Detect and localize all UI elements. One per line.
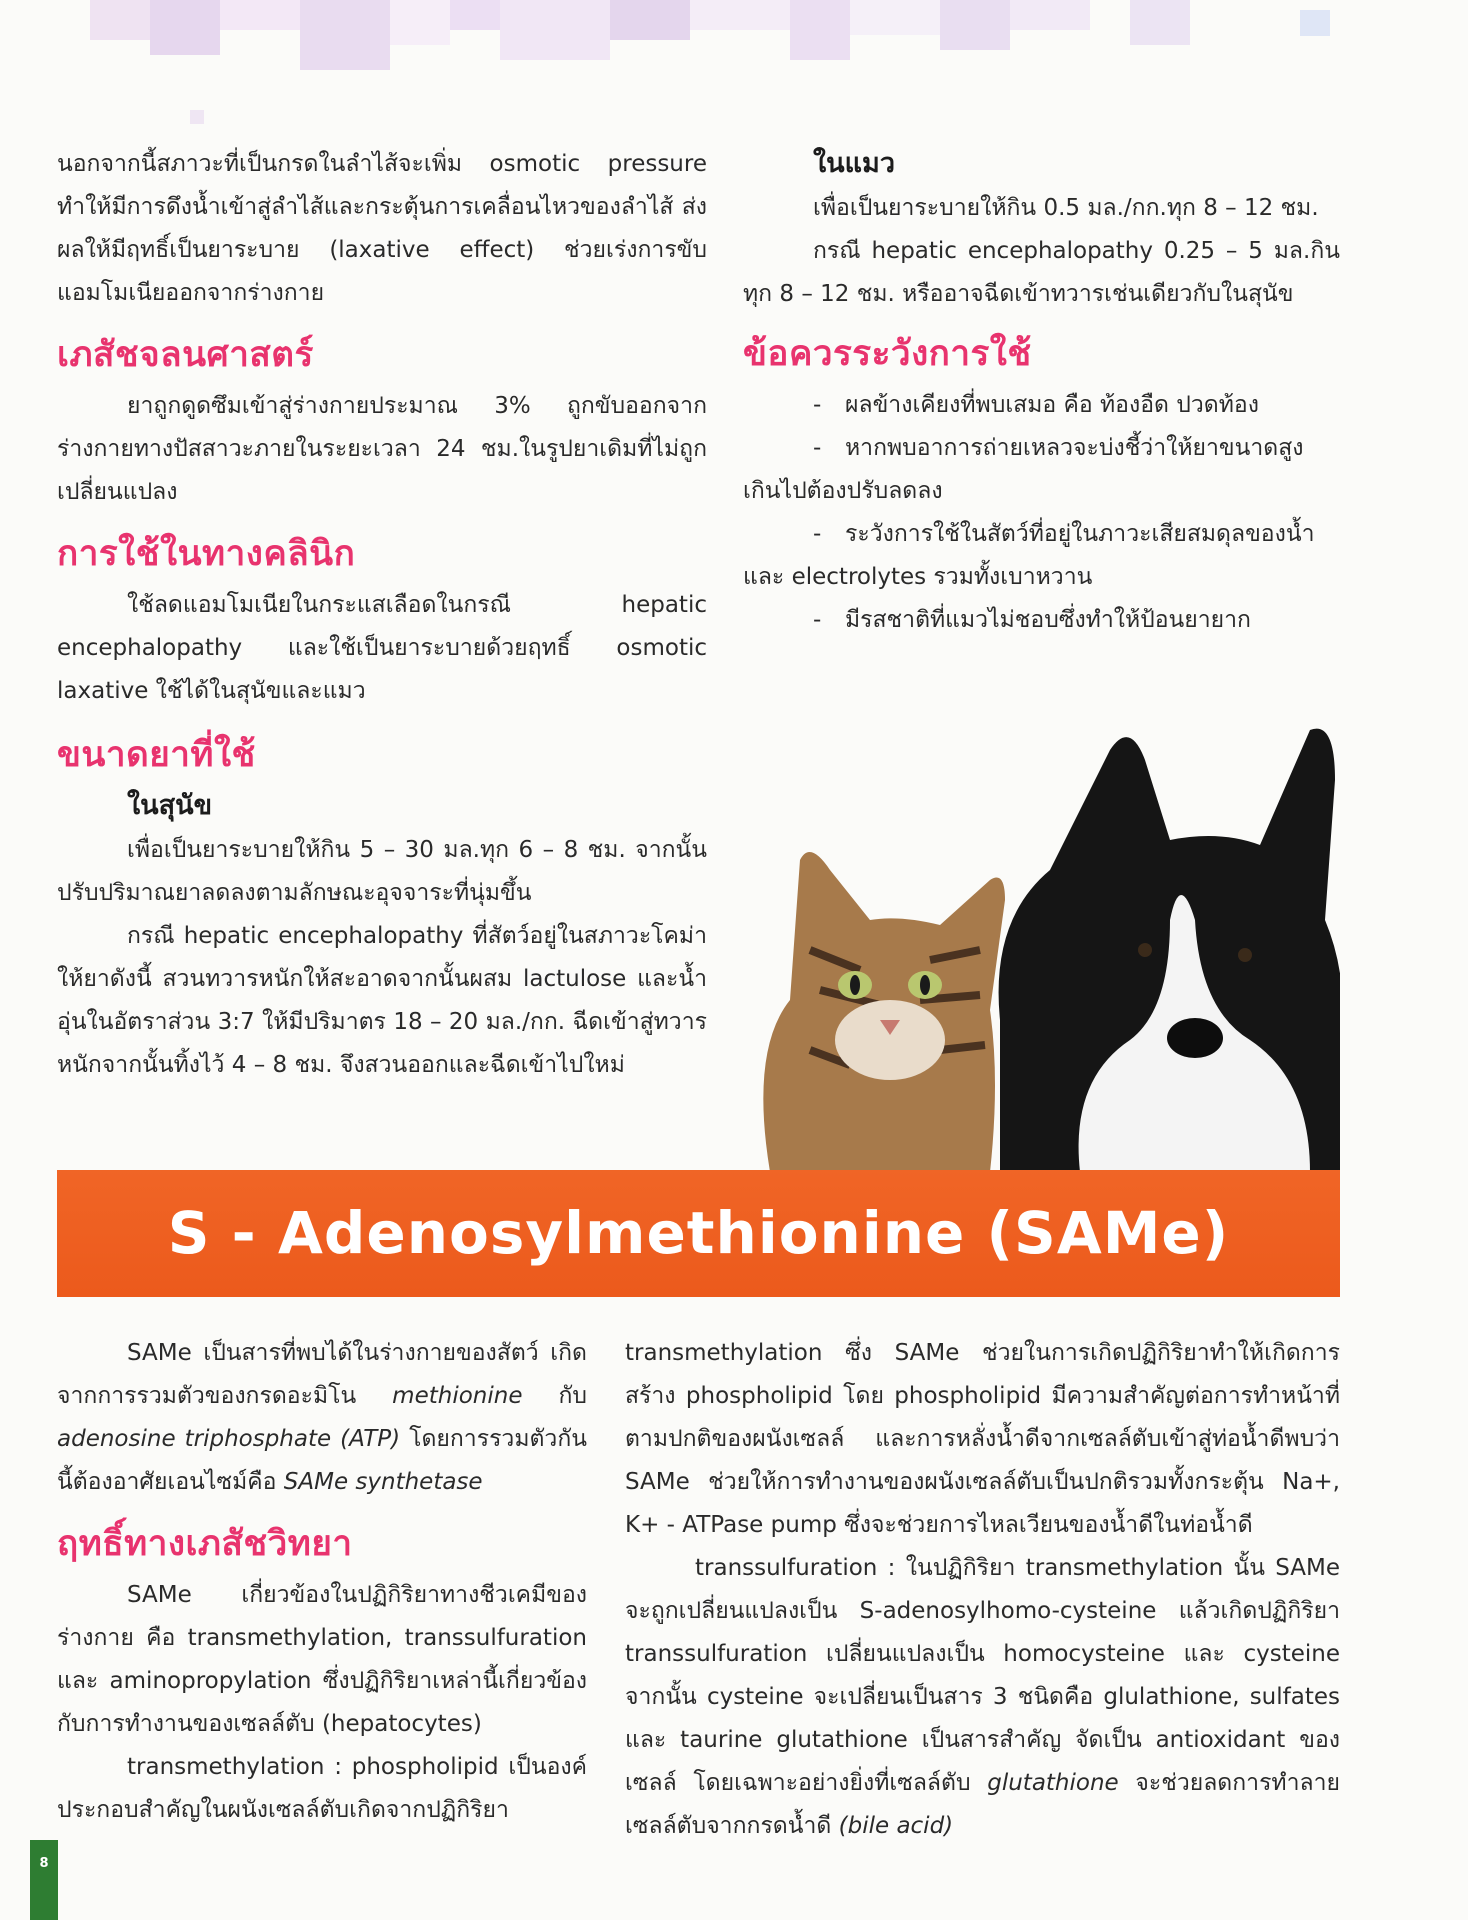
- caution-item: - ผลข้างเคียงที่พบเสมอ คือ ท้องอืด ปวดท้อง: [813, 392, 1259, 418]
- transmethylation-continued: transmethylation ซึ่ง SAMe ช่วยในการเกิดปฏิกิริยาทำให้เกิดการสร้าง phospholipid โดย phospholipid มีความสำคัญต่อการทำหน้าที่ตามปกติของผนังเซลล์ และการหลั่งน้ำดีจากเซลล์ตับเข้าสู่ท่อน้ำดีพบว่า SAMe ช่วยให้การทำงานของผนังเซลล์ตับเป็นปกติรวมทั้งกระตุ้น Na+, K+ - ATPase pump ซึ่งจะช่วยการไหลเวียนของน้ำดีในท่อน้ำดี: [625, 1340, 1340, 1538]
- caution-heading: ข้อควรระวังการใช้: [743, 334, 1032, 374]
- dog-dose-paragraph: เพื่อเป็นยาระบายให้กิน 5 – 30 มล.ทุก 6 – 8 ชม. จากนั้นปรับปริมาณยาลดลงตามลักษณะอุจจาระที่นุ่มขึ้น: [57, 837, 707, 906]
- cat-dose-paragraph: เพื่อเป็นยาระบายให้กิน 0.5 มล./กก.ทุก 8 – 12 ชม.: [813, 195, 1319, 221]
- intro-paragraph: นอกจากนี้สภาวะที่เป็นกรดในลำไส้จะเพิ่ม osmotic pressure ทำให้มีการดึงน้ำเข้าสู่ลำไส้และกระตุ้นการเคลื่อนไหวของลำไส้ ส่งผลให้มีฤทธิ์เป็นยาระบาย (laxative effect) ช่วยเร่งการขับแอมโมเนียออกจากร่างกาย: [57, 151, 707, 306]
- cat-muzzle: [835, 1000, 945, 1080]
- transsulfuration-paragraph: transsulfuration : ในปฏิกิริยา transmethylation นั้น SAMe จะถูกเปลี่ยนแปลงเป็น S-adenosylhomo-cysteine แล้วเกิดปฏิกิริยา transsulfuration เปลี่ยนแปลงเป็น homocysteine และ cysteine จากนั้น cysteine จะเปลี่ยนเป็นสาร 3 ชนิดคือ glulathione, sulfates และ taurine glutathione เป็นสารสำคัญ จัดเป็น antioxidant ของเซลล์ โดยเฉพาะอย่างยิ่งที่เซลล์ตับ glutathione จะช่วยลดการทำลายเซลล์ตับจากกรดน้ำดี (bile acid): [625, 1555, 1340, 1839]
- caution-item: - มีรสชาติที่แมวไม่ชอบซึ่งทำให้ป้อนยายาก: [813, 607, 1251, 633]
- right-column-bottom: [625, 1332, 1340, 1848]
- decorative-mosaic: [0, 0, 1468, 130]
- dog-eye-right: [1238, 948, 1252, 962]
- caution-item: - หากพบอาการถ่ายเหลวจะบ่งชี้ว่าให้ยาขนาดสูงเกินไปต้องปรับลดลง: [743, 435, 1304, 504]
- dosage-heading: ขนาดยาที่ใช้: [57, 735, 256, 775]
- banner-title: S - Adenosylmethionine (SAMe): [167, 1199, 1230, 1267]
- dog-subheading: ในสุนัข: [127, 790, 213, 821]
- section-banner: [57, 1170, 1340, 1297]
- cat-hepatic-paragraph: กรณี hepatic encephalopathy 0.25 – 5 มล.กินทุก 8 – 12 ชม. หรืออาจฉีดเข้าทวารเช่นเดียวกับในสุนัข: [743, 238, 1340, 307]
- caution-item: - ระวังการใช้ในสัตว์ที่อยู่ในภาวะเสียสมดุลของน้ำและ electrolytes รวมทั้งเบาหวาน: [743, 521, 1315, 590]
- pharmacology-heading: ฤทธิ์ทางเภสัชวิทยา: [57, 1524, 353, 1564]
- right-column-top: [743, 143, 1340, 642]
- pharmacokinetics-text: ยาถูกดูดซึมเข้าสู่ร่างกายประมาณ 3% ถูกขับออกจากร่างกายทางปัสสาวะภายในระยะเวลา 24 ชม.ในรูปยาเดิมที่ไม่ถูกเปลี่ยนแปลง: [57, 393, 707, 505]
- pharmacology-paragraph: SAMe เกี่ยวข้องในปฏิกิริยาทางชีวเคมีของร่างกาย คือ transmethylation, transsulfuration และ aminopropylation ซึ่งปฏิกิริยาเหล่านี้เกี่ยวข้องกับการทำงานของเซลล์ตับ (hepatocytes): [57, 1582, 587, 1737]
- page-number-tab: [30, 1840, 58, 1920]
- clinical-use-heading: การใช้ในทางคลินิก: [57, 534, 356, 574]
- dog-nose: [1167, 1018, 1223, 1058]
- dog-hepatic-paragraph: กรณี hepatic encephalopathy ที่สัตว์อยู่ในสภาวะโคม่าให้ยาดังนี้ สวนทวารหนักให้สะอาดจากนั้นผสม lactulose และน้ำอุ่นในอัตราส่วน 3:7 ให้มีปริมาตร 18 – 20 มล./กก. ฉีดเข้าสู่ทวารหนักจากนั้นทิ้งไว้ 4 – 8 ชม. จึงสวนออกและฉีดเข้าไปใหม่: [57, 923, 707, 1078]
- page-number: 8: [39, 1856, 49, 1871]
- same-intro-paragraph: SAMe เป็นสารที่พบได้ในร่างกายของสัตว์ เกิดจากการรวมตัวของกรดอะมิโน methionine กับ adenosine triphosphate (ATP) โดยการรวมตัวกันนี้ต้องอาศัยเอนไซม์คือ SAMe synthetase: [57, 1340, 587, 1495]
- clinical-use-text: ใช้ลดแอมโมเนียในกระแสเลือดในกรณี hepatic encephalopathy และใช้เป็นยาระบายด้วยฤทธิ์ osmotic laxative ใช้ได้ในสุนัขและแมว: [57, 592, 707, 704]
- left-column-bottom: [57, 1332, 587, 1832]
- left-column-top: [57, 143, 707, 1087]
- cat-and-dog-photo: [750, 720, 1340, 1172]
- pharmacokinetics-heading: เภสัชจลนศาสตร์: [57, 335, 314, 375]
- cat-subheading: ในแมว: [813, 148, 896, 179]
- transmethylation-paragraph: transmethylation : phospholipid เป็นองค์ประกอบสำคัญในผนังเซลล์ตับเกิดจากปฏิกิริยา: [57, 1754, 587, 1823]
- dog-eye-left: [1138, 943, 1152, 957]
